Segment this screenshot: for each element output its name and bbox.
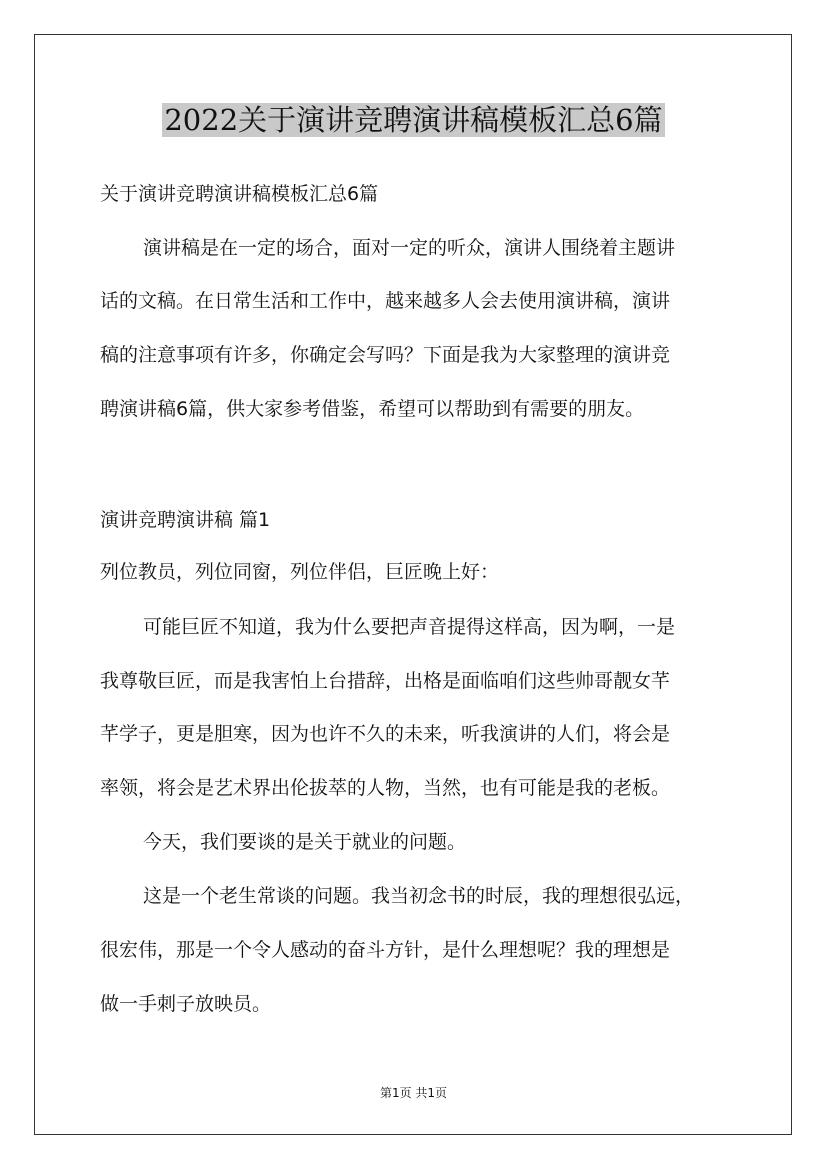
body-line-1: 可能巨匠不知道，我为什么要把声音提得这样高，因为啊，一是 — [143, 616, 676, 638]
intro-line-3: 稿的注意事项有许多，你确定会写吗？下面是我为大家整理的演讲竞 — [100, 344, 671, 366]
intro-line-2: 话的文稿。在日常生活和工作中，越来越多人会去使用演讲稿，演讲 — [100, 290, 671, 312]
body-line-8: 做一手刺子放映员。 — [100, 993, 272, 1015]
body-line-4: 率领，将会是艺术界出伦拔萃的人物，当然，也有可能是我的老板。 — [100, 777, 671, 799]
body-line-3: 芊学子，更是胆寒，因为也许不久的未来，听我演讲的人们，将会是 — [100, 723, 671, 745]
body-line-6: 这是一个老生常谈的问题。我当初念书的时辰，我的理想很弘远， — [143, 885, 695, 907]
page-footer: 第1页 共1页 — [379, 1086, 448, 1100]
intro-line-4: 聘演讲稿6篇，供大家参考借鉴，希望可以帮助到有需要的朋友。 — [100, 398, 645, 420]
body-line-2: 我尊敬巨匠，而是我害怕上台措辞，出格是面临咱们这些帅哥靓女芊 — [100, 670, 671, 692]
subtitle-line: 关于演讲竞聘演讲稿模板汇总6篇 — [100, 183, 379, 205]
greeting-line: 列位教员，列位同窗，列位伴侣，巨匠晚上好： — [100, 561, 500, 583]
body-line-7: 很宏伟，那是一个令人感动的奋斗方针，是什么理想呢？我的理想是 — [100, 939, 671, 961]
document-title-text: 2022关于演讲竞聘演讲稿模板汇总6篇 — [164, 103, 663, 137]
intro-line-1: 演讲稿是在一定的场合，面对一定的听众，演讲人围绕着主题讲 — [143, 237, 676, 259]
section-heading: 演讲竞聘演讲稿 篇1 — [100, 509, 271, 531]
document-title — [0, 100, 827, 140]
body-line-5: 今天，我们要谈的是关于就业的问题。 — [143, 831, 467, 853]
